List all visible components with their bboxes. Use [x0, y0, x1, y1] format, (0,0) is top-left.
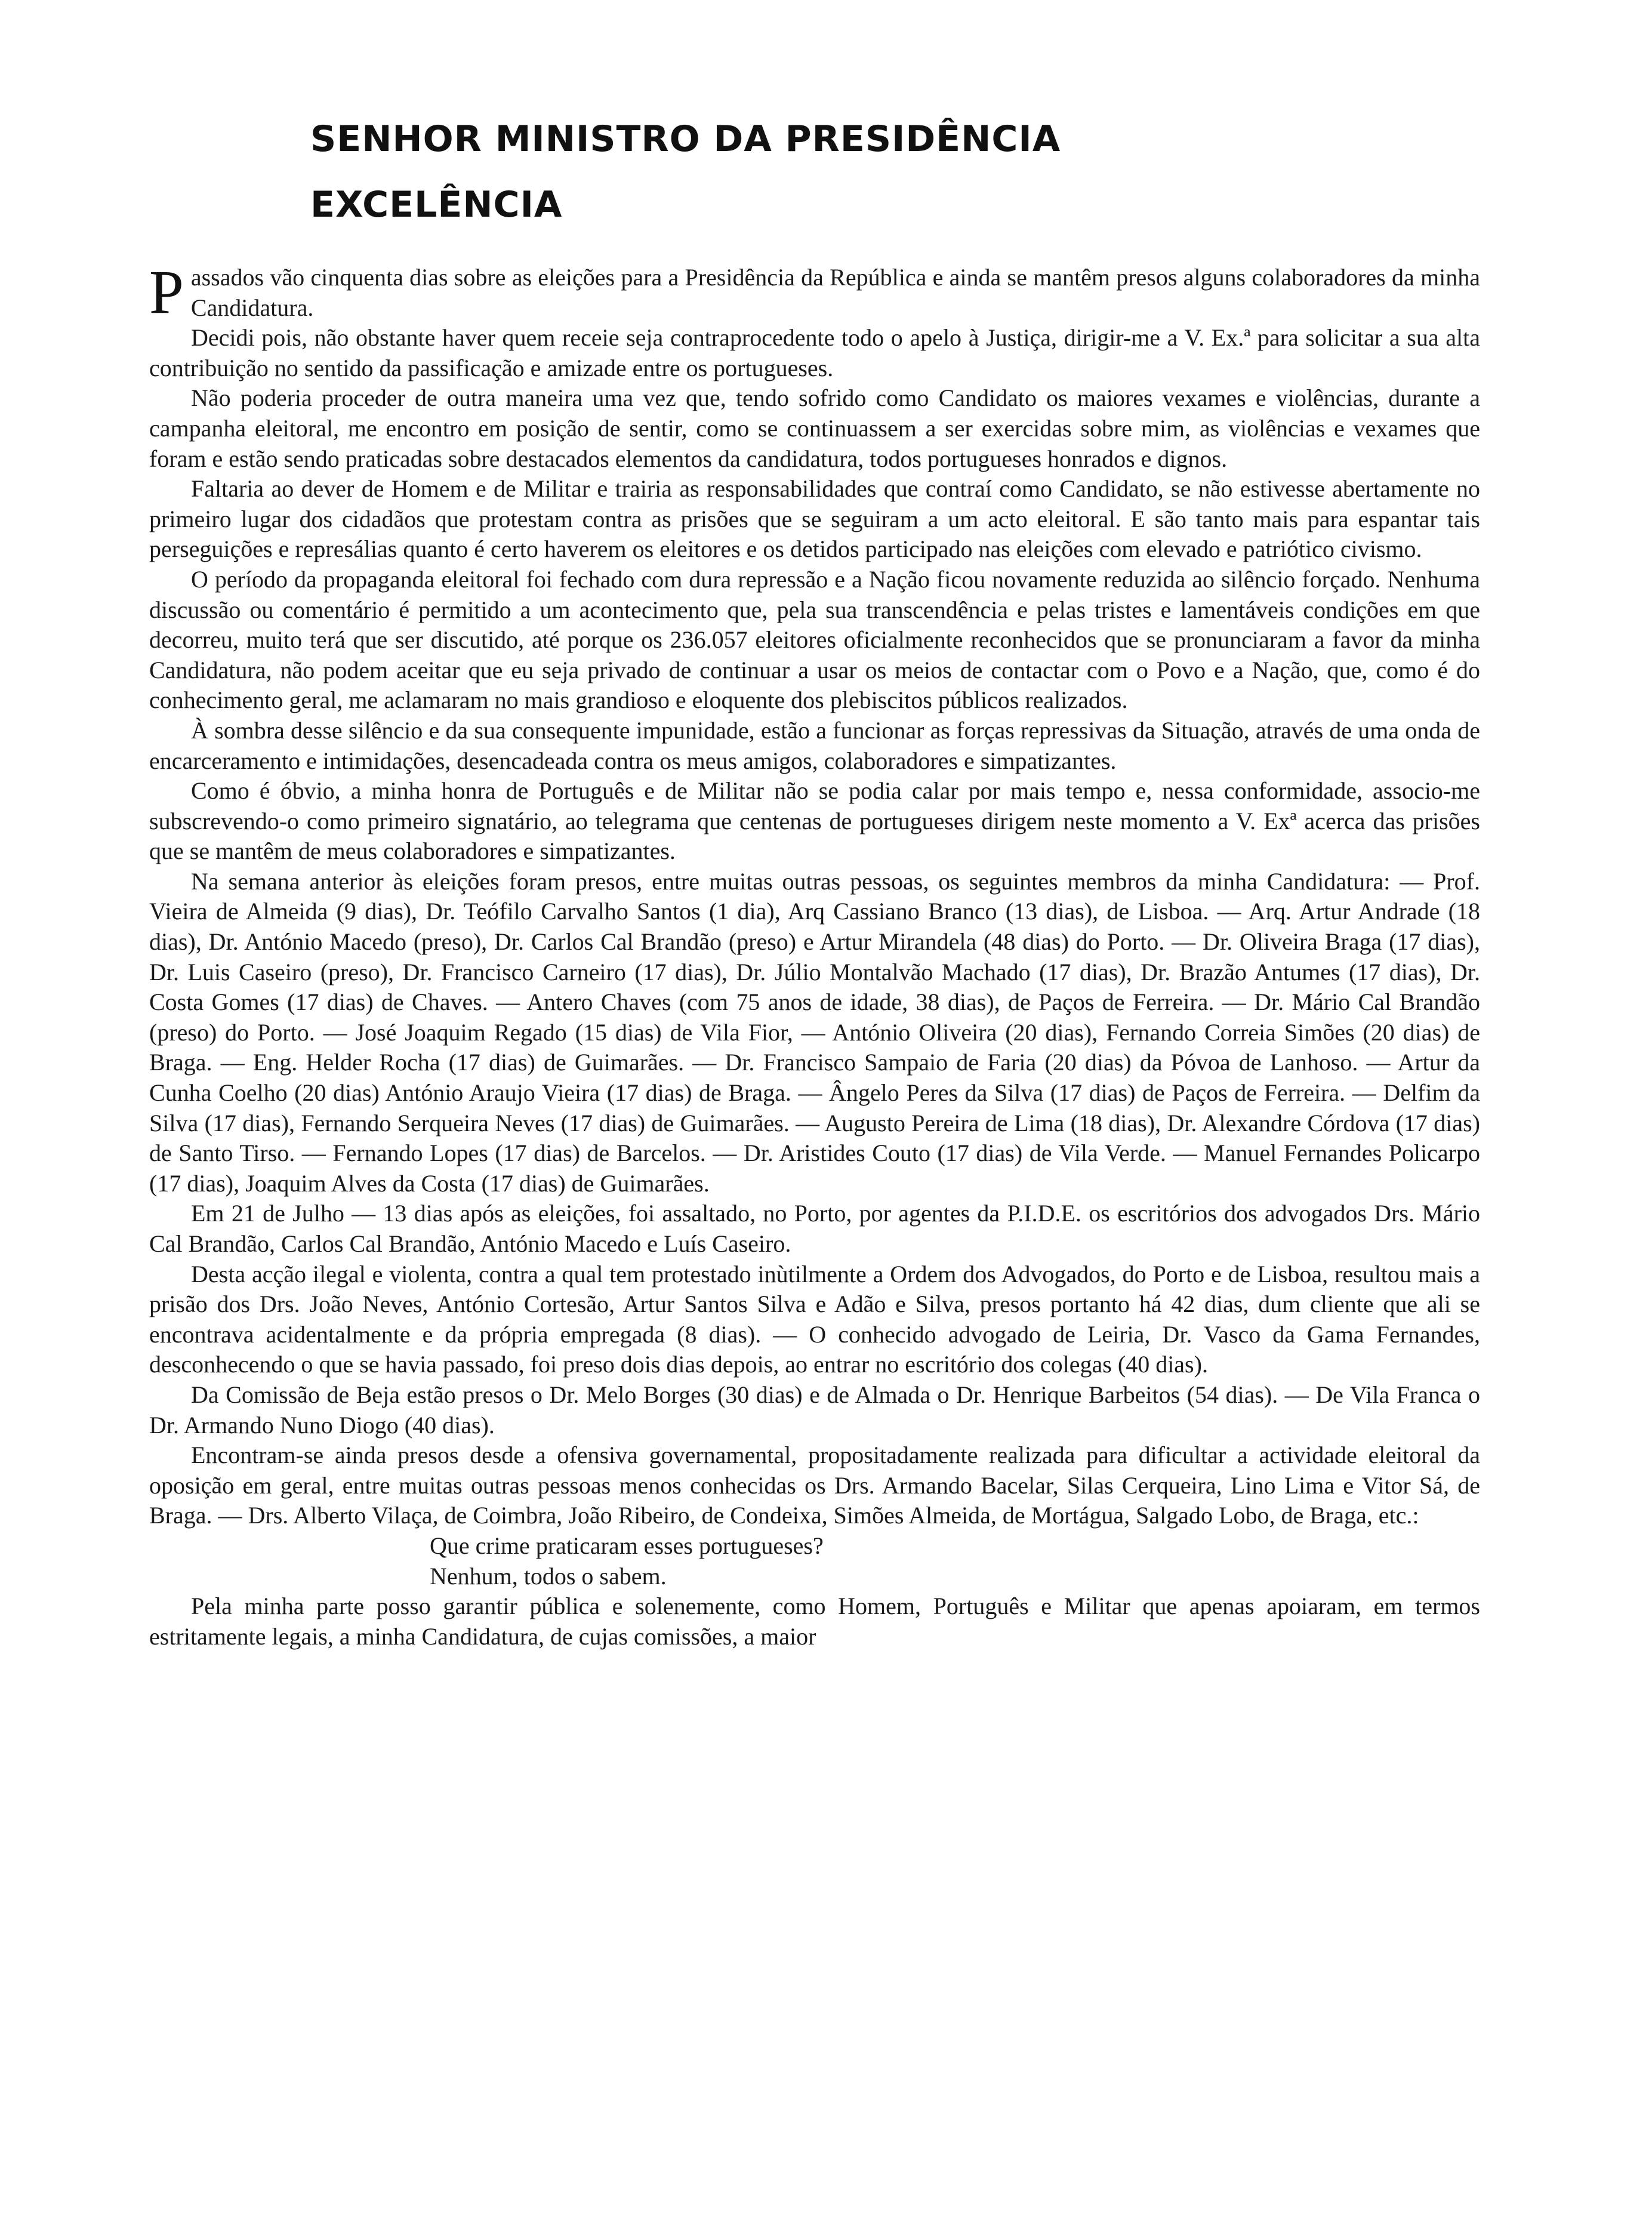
salutation-subtitle: EXCELÊNCIA: [310, 184, 563, 226]
paragraph-7: Como é óbvio, a minha honra de Português e de Militar não se podia calar por mais tempo e, nessa conformidade, associo-me subscrevendo-o como primeiro signatário, ao telegrama que centenas de portugueses dirigem neste momento a V. Exª acerca das prisões que se mantêm de meus colaboradores e simpatizantes.: [149, 777, 1480, 865]
paragraph-9: Em 21 de Julho — 13 dias após as eleições, foi assaltado, no Porto, por agentes da P.I.D.E. os escritórios dos advogados Drs. Mário Cal Brandão, Carlos Cal Brandão, António Macedo e Luís Caseiro.: [149, 1200, 1480, 1257]
closing-paragraph: Pela minha parte posso garantir pública e solenemente, como Homem, Português e Militar que apenas apoiaram, em termos estritamente legais, a minha Candidatura, de cujas comissões, a maior: [149, 1593, 1480, 1650]
drop-cap: P: [149, 258, 184, 327]
paragraph-12: Encontram-se ainda presos desde a ofensiva governamental, propositadamente realizada para dificultar a actividade eleitoral da oposição em geral, entre muitas outras pessoas menos conhecidas os Drs. Armando Bacelar, Silas Cerqueira, Lino Lima e Vitor Sá, de Braga. — Drs. Alberto Vilaça, de Coimbra, João Ribeiro, de Condeixa, Simões Almeida, de Mortágua, Salgado Lobo, de Braga, etc.:: [149, 1442, 1480, 1529]
paragraph-3: Não poderia proceder de outra maneira uma vez que, tendo sofrido como Candidato os maiores vexames e violências, durante a campanha eleitoral, me encontro em posição de sentir, como se continuassem a ser exercidas sobre mim, as violências e vexames que foram e estão sendo praticadas sobre destacados elementos da candidatura, todos portugueses honrados e dignos.: [149, 384, 1480, 472]
paragraph-10: Desta acção ilegal e violenta, contra a qual tem protestado inùtilmente a Ordem dos Advogados, do Porto e de Lisboa, resultou mais a prisão dos Drs. João Neves, António Cortesão, Artur Santos Silva e Adão e Silva, presos portanto há 42 dias, dum cliente que ali se encontrava acidentalmente e da própria empregada (8 dias). — O conhecido advogado de Leiria, Dr. Vasco da Gama Fernandes, desconhecendo o que se havia passado, foi preso dois dias depois, ao entrar no escritório dos colegas (40 dias).: [149, 1260, 1480, 1378]
paragraph-1-text: assados vão cinquenta dias sobre as eleições para a Presidência da República e ainda se mantêm presos alguns colaboradores da minha Candidatura.: [190, 264, 1480, 321]
paragraph-1: [149, 258, 1480, 327]
paragraph-6: À sombra desse silêncio e da sua consequente impunidade, estão a funcionar as forças repressivas da Situação, através de uma onda de encarceramento e intimidações, desencadeada contra os meus amigos, colaboradores e simpatizantes.: [149, 716, 1480, 774]
rhetorical-question: Que crime praticaram esses portugueses?: [430, 1532, 824, 1559]
paragraph-2: Decidi pois, não obstante haver quem receie seja contraprocedente todo o apelo à Justiça, dirigir-me a V. Ex.ª para solicitar a sua alta contribuição no sentido da passificação e amizade entre os portugueses.: [149, 324, 1480, 381]
paragraph-11: Da Comissão de Beja estão presos o Dr. Melo Borges (30 dias) e de Almada o Dr. Henrique Barbeitos (54 dias). — De Vila Franca o Dr. Armando Nuno Diogo (40 dias).: [149, 1381, 1480, 1439]
paragraph-8: Na semana anterior às eleições foram presos, entre muitas outras pessoas, os seguintes membros da minha Candidatura: — Prof. Vieira de Almeida (9 dias), Dr. Teófilo Carvalho Santos (1 dia), Arq Cassiano Branco (13 dias), de Lisboa. — Arq. Artur Andrade (18 dias), Dr. António Macedo (preso), Dr. Carlos Cal Brandão (preso) e Artur Mirandela (48 dias) do Porto. — Dr. Oliveira Braga (17 dias), Dr. Luis Caseiro (preso), Dr. Francisco Carneiro (17 dias), Dr. Júlio Montalvão Machado (17 dias), Dr. Brazão Antumes (17 dias), Dr. Costa Gomes (17 dias) de Chaves. — Antero Chaves (com 75 anos de idade, 38 dias), de Paços de Ferreira. — Dr. Mário Cal Brandão (preso) do Porto. — José Joaquim Regado (15 dias) de Vila Fior, — António Oliveira (20 dias), Fernando Correia Simões (20 dias) de Braga. — Eng. Helder Rocha (17 dias) de Guimarães. — Dr. Francisco Sampaio de Faria (20 dias) da Póvoa de Lanhoso. — Artur da Cunha Coelho (20 dias) António Araujo Vieira (17 dias) de Braga. — Ângelo Peres da Silva (17 dias) de Paços de Ferreira. — Delfim da Silva (17 dias), Fernando Serqueira Neves (17 dias) de Guimarães. — Augusto Pereira de Lima (18 dias), Dr. Alexandre Córdova (17 dias) de Santo Tirso. — Fernando Lopes (17 dias) de Barcelos. — Dr. Aristides Couto (17 dias) de Vila Verde. — Manuel Fernandes Policarpo (17 dias), Joaquim Alves da Costa (17 dias) de Guimarães.: [149, 867, 1480, 1197]
letter-body: [149, 258, 1480, 1652]
paragraph-4: Faltaria ao dever de Homem e de Militar e trairia as responsabilidades que contraí como Candidato, se não estivesse abertamente no primeiro lugar dos cidadãos que protestam contra as prisões que se seguiram a um acto eleitoral. E são tanto mais para espantar tais perseguições e represálias quanto é certo haverem os eleitores e os detidos participado nas eleições com elevado e patriótico civismo.: [149, 475, 1480, 563]
rhetorical-answer: Nenhum, todos o sabem.: [430, 1562, 667, 1590]
paragraph-5: O período da propaganda eleitoral foi fechado com dura repressão e a Nação ficou novamente reduzida ao silêncio forçado. Nenhuma discussão ou comentário é permitido a um acontecimento que, pela sua transcendência e pelas tristes e lamentáveis condições em que decorreu, muito terá que ser discutido, até porque os 236.057 eleitores oficialmente reconhecidos que se pronunciaram a favor da minha Candidatura, não podem aceitar que eu seja privado de continuar a usar os meios de contactar com o Povo e a Nação, que, como é do conhecimento geral, me aclamaram no mais grandioso e eloquente dos plebiscitos públicos realizados.: [149, 565, 1480, 714]
salutation-title: SENHOR MINISTRO DA PRESIDÊNCIA: [310, 118, 1061, 160]
